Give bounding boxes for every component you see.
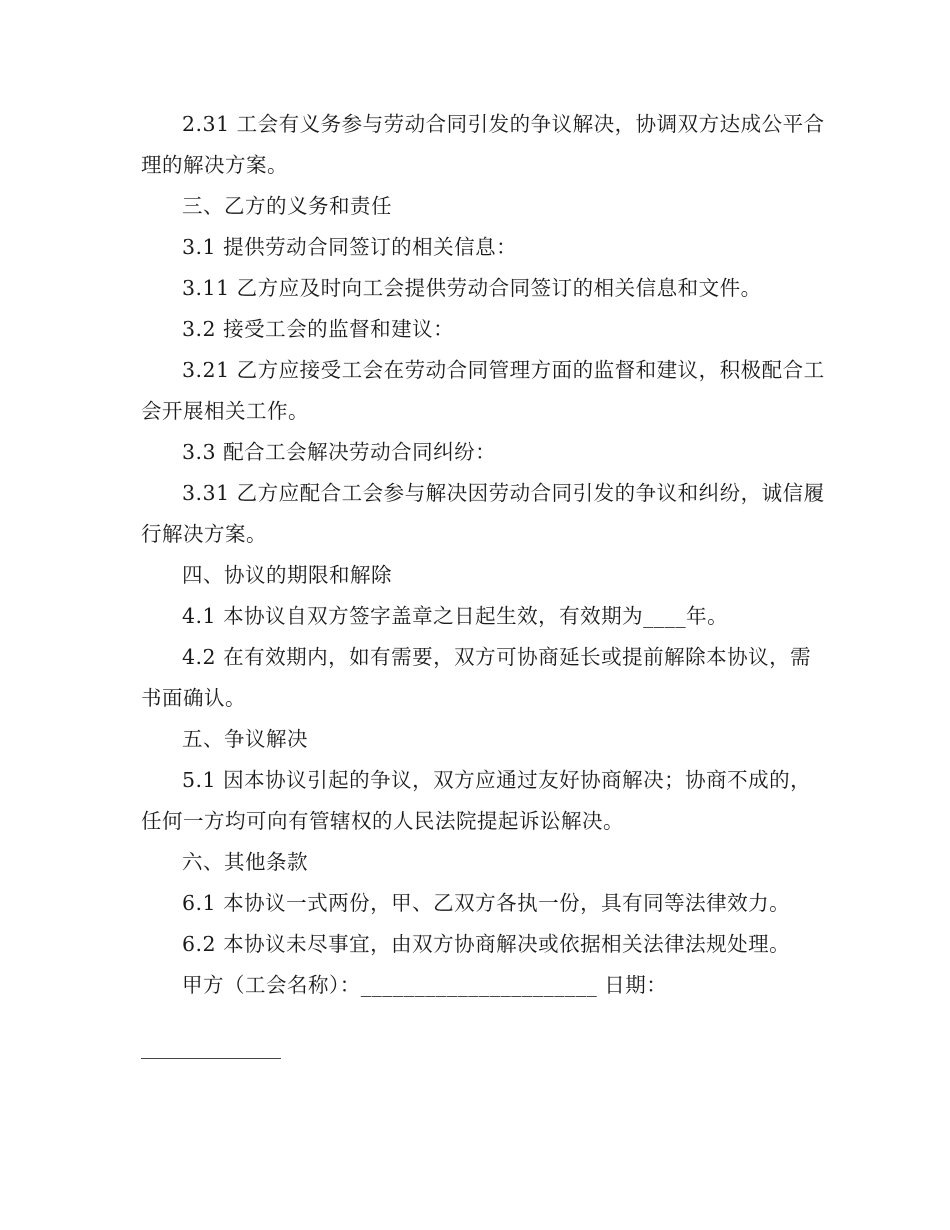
document-body xyxy=(141,104,831,1006)
paragraph-3-1: 3.1 提供劳动合同签订的相关信息： xyxy=(182,235,518,259)
paragraph-2-31: 2.31 工会有义务参与劳动合同引发的争议解决，协调双方达成公平合理的解决方案。 xyxy=(141,112,825,177)
paragraph-3-21: 3.21 乙方应接受工会在劳动合同管理方面的监督和建议，积极配合工会开展相关工作。 xyxy=(141,358,825,423)
section-heading-3: 三、乙方的义务和责任 xyxy=(182,194,392,218)
paragraph-3-11: 3.11 乙方应及时向工会提供劳动合同签订的相关信息和文件。 xyxy=(182,276,762,300)
section-heading-4: 四、协议的期限和解除 xyxy=(182,563,392,587)
signature-line-party-a: 甲方（工会名称）：______________________ 日期： xyxy=(182,973,668,997)
paragraph-4-2: 4.2 在有效期内，如有需要，双方可协商延长或提前解除本协议，需书面确认。 xyxy=(141,645,812,710)
paragraph-4-1: 4.1 本协议自双方签字盖章之日起生效，有效期为____年。 xyxy=(182,604,729,628)
paragraph-6-2: 6.2 本协议未尽事宜，由双方协商解决或依据相关法律法规处理。 xyxy=(182,932,791,956)
paragraph-3-2: 3.2 接受工会的监督和建议： xyxy=(182,317,455,341)
paragraph-5-1: 5.1 因本协议引起的争议，双方应通过友好协商解决；协商不成的，任何一方均可向有管辖权的人民法院提起诉讼解决。 xyxy=(141,768,812,833)
paragraph-6-1: 6.1 本协议一式两份，甲、乙双方各执一份，具有同等法律效力。 xyxy=(182,891,791,915)
section-heading-6: 六、其他条款 xyxy=(182,850,308,874)
paragraph-3-31: 3.31 乙方应配合工会参与解决因劳动合同引发的争议和纠纷，诚信履行解决方案。 xyxy=(141,481,825,546)
signature-date-underline xyxy=(141,1058,281,1059)
paragraph-3-3: 3.3 配合工会解决劳动合同纠纷： xyxy=(182,440,497,464)
section-heading-5: 五、争议解决 xyxy=(182,727,308,751)
